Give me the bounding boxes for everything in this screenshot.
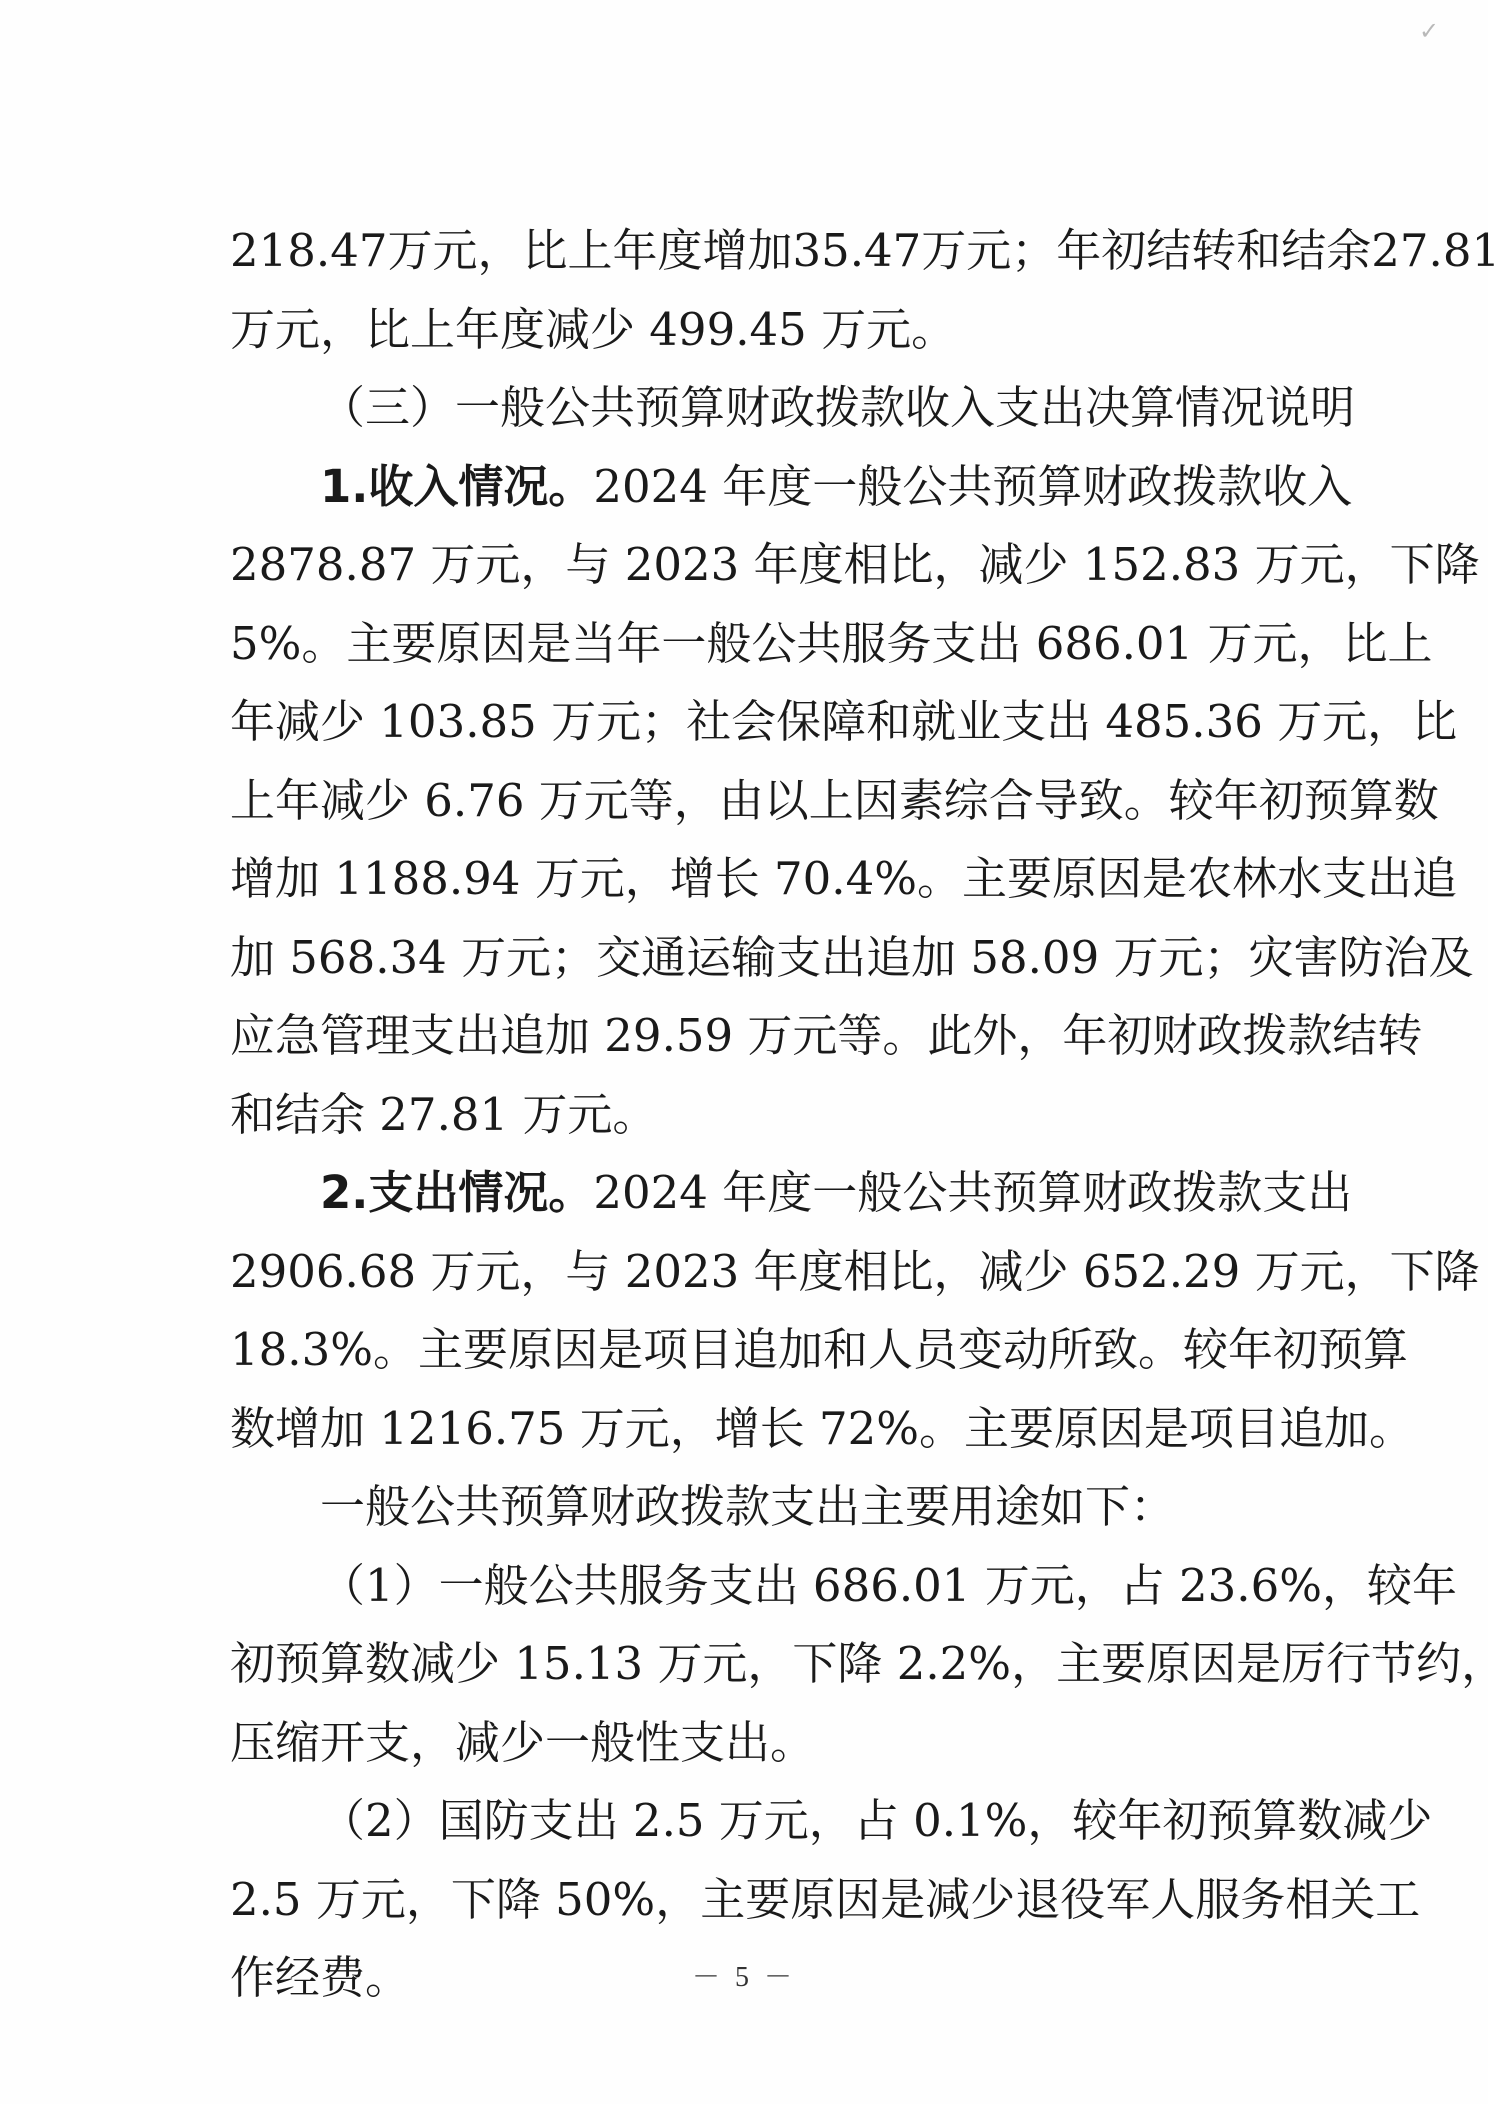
paragraph-line: 218.47万元，比上年度增加35.47万元；年初结转和结余27.81 — [230, 224, 1501, 277]
body-text — [230, 212, 1506, 2018]
paragraph-line: 应急管理支出追加 29.59 万元等。此外，年初财政拨款结转 — [230, 1009, 1423, 1062]
paragraph-line: 数增加 1216.75 万元，增长 72%。主要原因是项目追加。 — [230, 1401, 1415, 1455]
paragraph-line: 上年减少 6.76 万元等，由以上因素综合导致。较年初预算数 — [230, 773, 1439, 827]
expense-lead: 2024 年度一般公共预算财政拨款支出 — [593, 1166, 1353, 1219]
list-item-line: 压缩开支，减少一般性支出。 — [230, 1715, 816, 1769]
list-item-line: 初预算数减少 15.13 万元，下降 2.2%，主要原因是厉行节约， — [230, 1637, 1506, 1690]
income-paragraph-first-line — [230, 448, 1353, 527]
paragraph-line: 2878.87 万元，与 2023 年度相比，减少 152.83 万元，下降 — [230, 538, 1480, 591]
list-item-line: 作经费。 — [230, 1951, 411, 2004]
check-mark-icon: ✓ — [1418, 17, 1440, 45]
income-heading: 1.收入情况。 — [320, 459, 594, 513]
list-item-line: （2）国防支出 2.5 万元，占 0.1%，较年初预算数减少 — [320, 1794, 1433, 1847]
income-lead: 2024 年度一般公共预算财政拨款收入 — [593, 459, 1353, 513]
list-item-line: 2.5 万元，下降 50%，主要原因是减少退役军人服务相关工 — [230, 1872, 1421, 1926]
paragraph-line: 加 568.34 万元；交通运输支出追加 58.09 万元；灾害防治及 — [230, 930, 1474, 984]
page-number: － 5 － — [691, 1962, 796, 1993]
expense-heading: 2.支出情况。 — [320, 1166, 594, 1219]
paragraph-line: 18.3%。主要原因是项目追加和人员变动所致。较年初预算 — [230, 1323, 1408, 1376]
paragraph-line: 5%。主要原因是当年一般公共服务支出 686.01 万元，比上 — [230, 616, 1433, 670]
section-heading: （三）一般公共预算财政拨款收入支出决算情况说明 — [320, 381, 1356, 434]
paragraph-line: 和结余 27.81 万元。 — [230, 1087, 658, 1141]
paragraph-line: 增加 1188.94 万元，增长 70.4%。主要原因是农林水支出追 — [230, 852, 1457, 905]
paragraph-line: 万元，比上年度减少 499.45 万元。 — [230, 302, 957, 356]
paragraph-line: 一般公共预算财政拨款支出主要用途如下： — [320, 1480, 1176, 1533]
expense-paragraph-first-line — [230, 1154, 1353, 1233]
paragraph-line: 2906.68 万元，与 2023 年度相比，减少 652.29 万元，下降 — [230, 1244, 1480, 1298]
list-item-line: （1）一般公共服务支出 686.01 万元，占 23.6%，较年 — [320, 1558, 1457, 1612]
paragraph-line: 年减少 103.85 万元；社会保障和就业支出 485.36 万元，比 — [230, 695, 1458, 748]
